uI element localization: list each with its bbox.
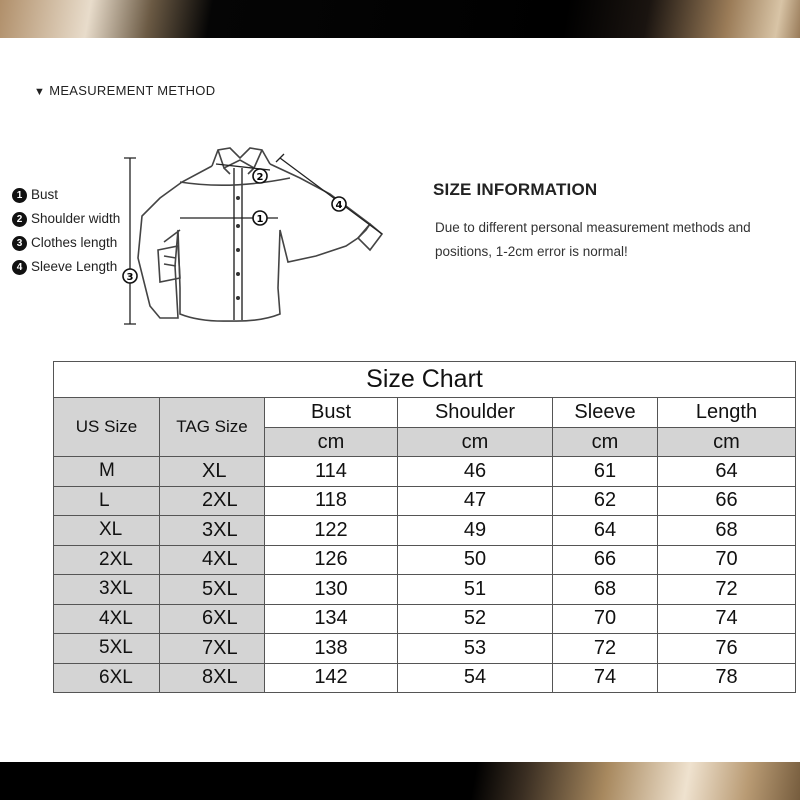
legend-item-length [12,231,120,255]
shoulder-cell: 50 [398,545,553,575]
sleeve-cell: 72 [553,634,658,664]
diagram-marker-2 [253,169,267,183]
unit-shoulder: cm [398,428,553,457]
table-row [54,516,796,546]
length-cell: 70 [658,545,796,575]
length-cell: 78 [658,663,796,693]
shoulder-cell: 51 [398,575,553,605]
us-size-cell: 4XL [54,604,160,634]
sleeve-cell: 74 [553,663,658,693]
unit-bust: cm [265,428,398,457]
bust-cell: 138 [265,634,398,664]
bust-cell: 126 [265,545,398,575]
svg-text:4: 4 [335,200,343,211]
table-row [54,663,796,693]
header-length: Length [658,398,796,428]
button-dot [236,196,240,200]
svg-text:3: 3 [126,272,134,283]
length-cell: 76 [658,634,796,664]
shirt-buttons [236,196,240,300]
bust-cell: 142 [265,663,398,693]
tag-size-cell: 5XL [160,575,265,605]
button-dot [236,296,240,300]
tag-size-cell: 7XL [160,634,265,664]
bottom-decorative-band [0,762,800,800]
diagram-marker-3 [123,269,137,283]
tag-size-cell: 8XL [160,663,265,693]
bust-cell: 114 [265,457,398,487]
svg-text:2: 2 [256,172,264,183]
shoulder-cell: 54 [398,663,553,693]
table-row [54,575,796,605]
us-size-cell: 2XL [54,545,160,575]
us-size-cell: L [54,486,160,516]
bust-cell: 134 [265,604,398,634]
shoulder-cell: 47 [398,486,553,516]
triangle-down-icon: ▼ [34,86,46,98]
legend-label: Shoulder width [31,211,121,226]
length-cell: 64 [658,457,796,487]
table-row [54,545,796,575]
number-badge-icon: 1 [12,188,27,203]
measurement-lines [124,154,382,324]
measurement-legend [12,183,120,279]
button-dot [236,272,240,276]
us-size-cell: 5XL [54,634,160,664]
sleeve-cell: 68 [553,575,658,605]
header-bust: Bust [265,398,398,428]
length-cell: 72 [658,575,796,605]
shirt-measurement-diagram [120,138,400,338]
legend-label: Bust [31,187,59,202]
size-information-note [435,216,775,264]
length-cell: 68 [658,516,796,546]
note-line-2: positions, 1-2cm error is normal! [435,244,628,259]
us-size-cell: M [54,457,160,487]
legend-label: Sleeve Length [31,259,118,274]
legend-item-shoulder [12,207,120,231]
button-dot [236,248,240,252]
bust-cell: 122 [265,516,398,546]
note-line-1: Due to different personal measurement methods and [435,220,751,235]
shoulder-cell: 52 [398,604,553,634]
us-size-cell: 6XL [54,663,160,693]
sleeve-cell: 70 [553,604,658,634]
table-row [54,486,796,516]
sleeve-cell: 64 [553,516,658,546]
diagram-marker-4 [332,197,346,211]
tag-size-cell: 6XL [160,604,265,634]
header-sleeve: Sleeve [553,398,658,428]
number-badge-icon: 3 [12,236,27,251]
button-dot [236,224,240,228]
legend-label: Clothes length [31,235,118,250]
table-row [54,457,796,487]
size-chart-table [53,361,796,693]
length-cell: 66 [658,486,796,516]
sleeve-cell: 62 [553,486,658,516]
size-chart-title: Size Chart [54,362,796,398]
shoulder-cell: 49 [398,516,553,546]
header-shoulder: Shoulder [398,398,553,428]
unit-length: cm [658,428,796,457]
diagram-marker-1 [253,211,267,225]
unit-sleeve: cm [553,428,658,457]
header-tag-size: TAG Size [160,398,265,457]
number-badge-icon: 4 [12,260,27,275]
legend-item-bust [12,183,120,207]
tag-size-cell: 4XL [160,545,265,575]
bust-cell: 118 [265,486,398,516]
tag-size-cell: 3XL [160,516,265,546]
svg-text:1: 1 [256,214,264,225]
tag-size-cell: XL [160,457,265,487]
sleeve-cell: 66 [553,545,658,575]
size-information-title: SIZE INFORMATION [433,180,598,199]
legend-item-sleeve [12,255,120,279]
tag-size-cell: 2XL [160,486,265,516]
us-size-cell: 3XL [54,575,160,605]
bust-cell: 130 [265,575,398,605]
sleeve-cell: 61 [553,457,658,487]
length-cell: 74 [658,604,796,634]
measurement-method-heading: ▼ MEASUREMENT METHOD [34,83,216,98]
shoulder-cell: 46 [398,457,553,487]
table-row [54,634,796,664]
header-us-size: US Size [54,398,160,457]
top-decorative-band [0,0,800,38]
us-size-cell: XL [54,516,160,546]
table-row [54,604,796,634]
number-badge-icon: 2 [12,212,27,227]
shoulder-cell: 53 [398,634,553,664]
